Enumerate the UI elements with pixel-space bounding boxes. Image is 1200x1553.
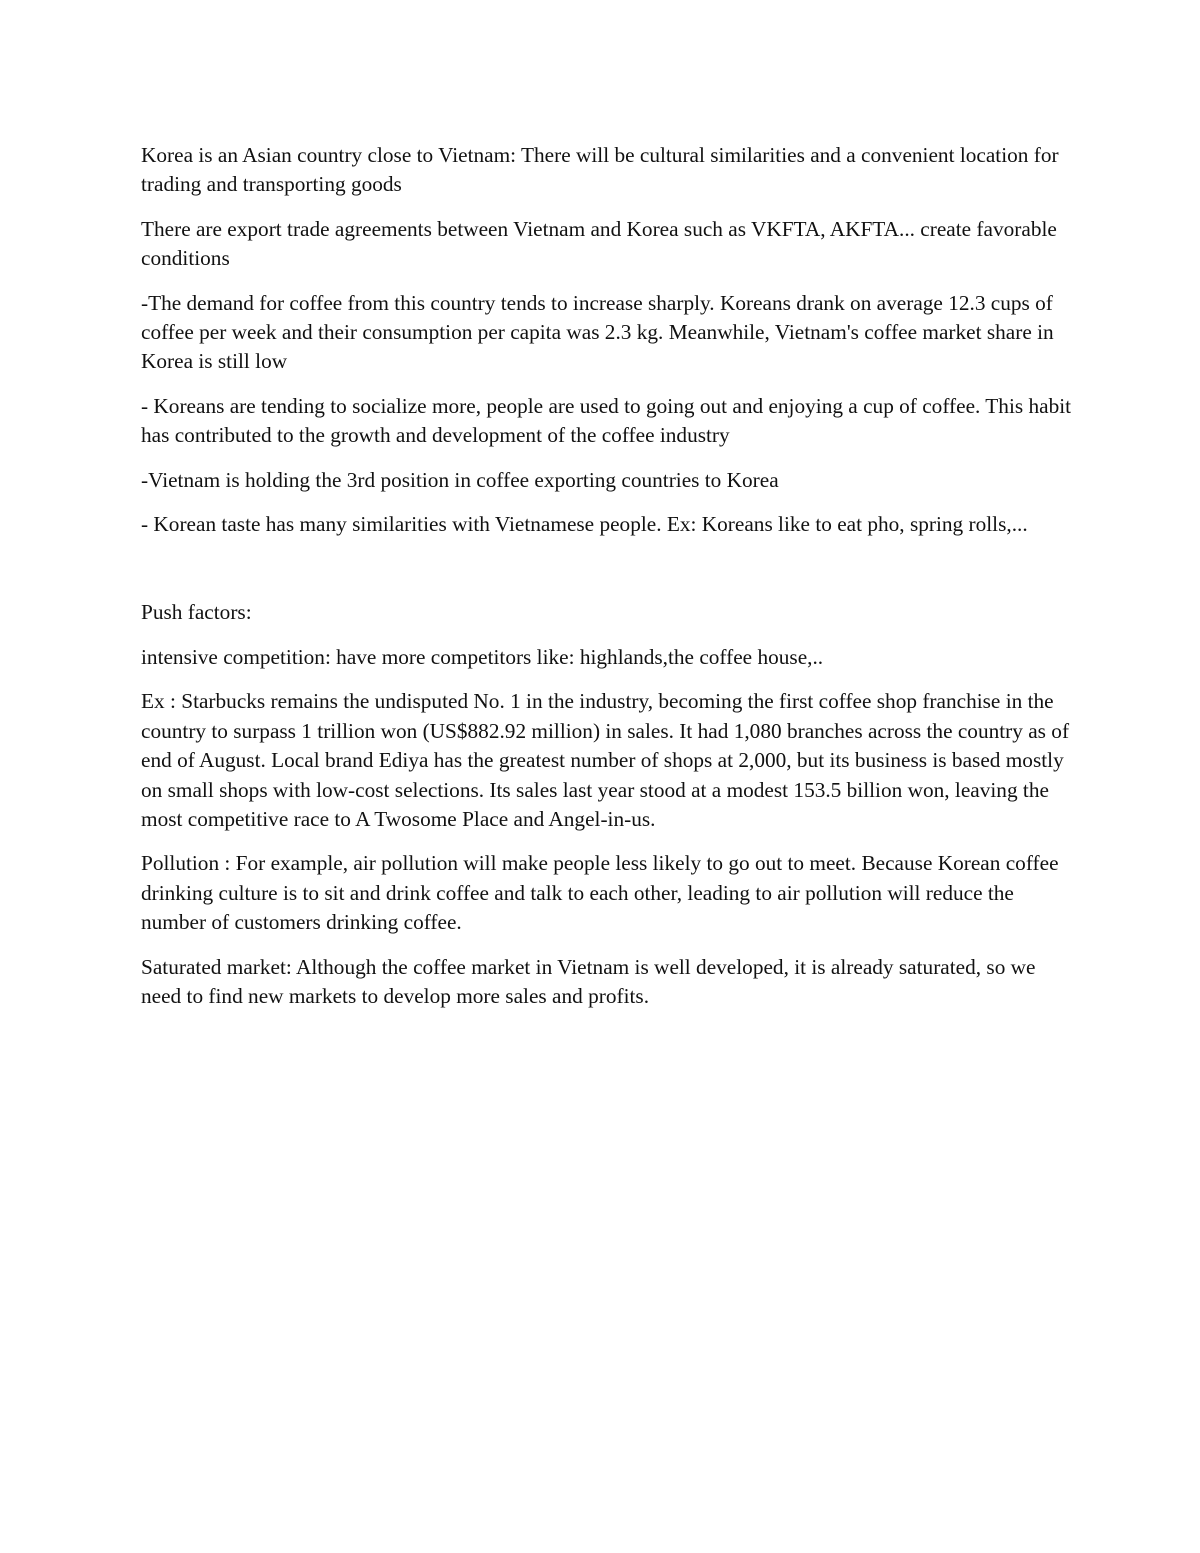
document-page xyxy=(141,141,1076,1026)
paragraph-coffee-demand: -The demand for coffee from this country tends to increase sharply. Koreans drank on average 12.3 cups of coffee per week and their consumption per capita was 2.3 kg. Meanwhile, Vietnam's coffee market share in Korea is still low xyxy=(141,290,1054,374)
paragraph-korean-taste: - Korean taste has many similarities with Vietnamese people. Ex: Koreans like to eat pho, spring rolls,... xyxy=(141,512,1028,537)
paragraph-korea-location: Korea is an Asian country close to Vietnam: There will be cultural similarities and a convenient location for trading and transporting goods xyxy=(141,143,1059,197)
push-factors-heading: Push factors: xyxy=(141,600,252,625)
paragraph-competition: intensive competition: have more competitors like: highlands,the coffee house,.. xyxy=(141,644,824,669)
paragraph-starbucks-example: Ex : Starbucks remains the undisputed No. 1 in the industry, becoming the first coffee shop franchise in the country to surpass 1 trillion won (US$882.92 million) in sales. It had 1,080 branches across the country as of end of August. Local brand Ediya has the greatest number of shops at 2,000, but its business is based mostly on small shops with low-cost selections. Its sales last year stood at a modest 153.5 billion won, leaving the most competitive race to A Twosome Place and Angel-in-us. xyxy=(141,689,1070,831)
paragraph-socialize: - Koreans are tending to socialize more, people are used to going out and enjoying a cup of coffee. This habit has contributed to the growth and development of the coffee industry xyxy=(141,393,1072,448)
paragraph-export-position: -Vietnam is holding the 3rd position in coffee exporting countries to Korea xyxy=(141,467,779,492)
blank-line xyxy=(141,554,1076,598)
paragraph-saturated-market: Saturated market: Although the coffee market in Vietnam is well developed, it is already saturated, so we need to find new markets to develop more sales and profits. xyxy=(141,954,1036,1008)
paragraph-trade-agreements: There are export trade agreements between Vietnam and Korea such as VKFTA, AKFTA... create favorable conditions xyxy=(141,216,1057,271)
paragraph-pollution: Pollution : For example, air pollution will make people less likely to go out to meet. Because Korean coffee drinking culture is to sit and drink coffee and talk to each other, leading to air pollution will reduce the number of customers drinking coffee. xyxy=(141,851,1059,935)
